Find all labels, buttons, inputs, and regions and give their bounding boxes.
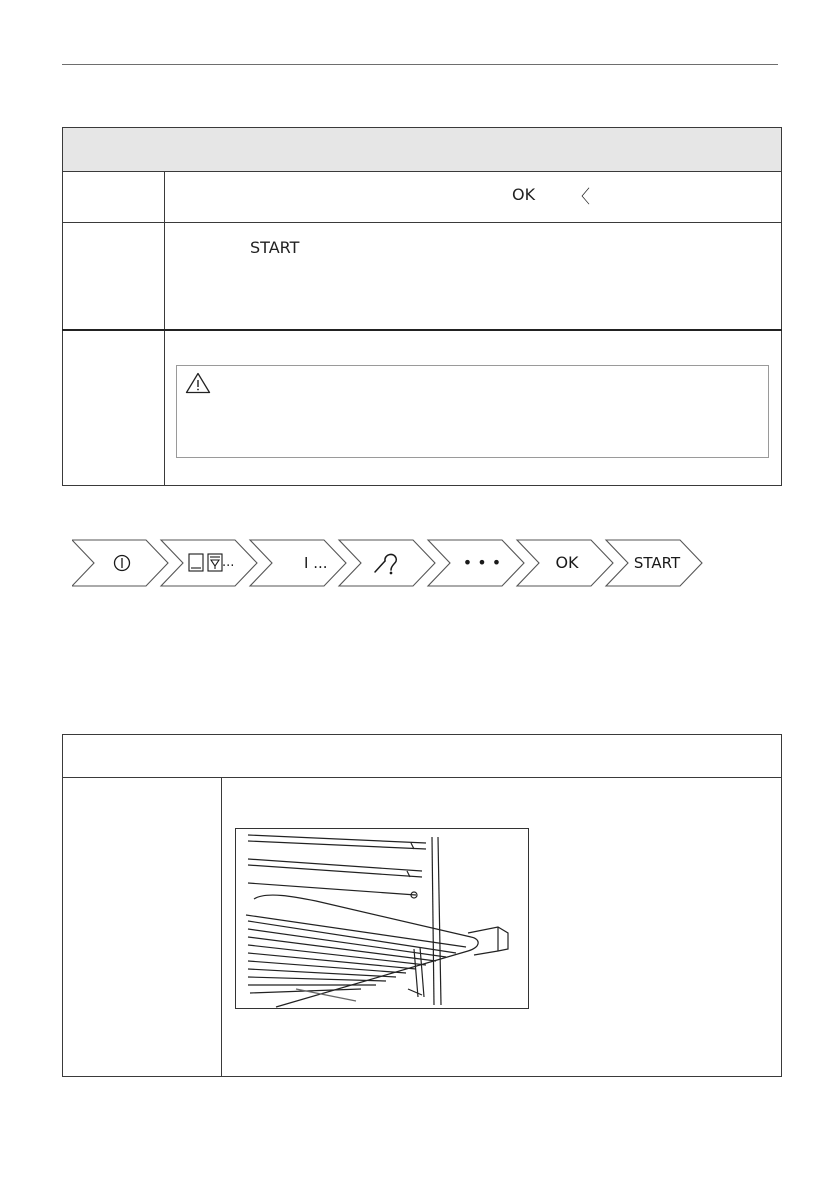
chevron-1 [72, 540, 168, 586]
food-sensor-icon [375, 554, 396, 573]
table1-row-1 [63, 172, 782, 223]
table1-row2-step-cell [63, 223, 165, 331]
warning-box [176, 365, 769, 458]
back-arrow-icon: 〈 [572, 187, 590, 208]
top-rule [62, 64, 778, 65]
table1-row-2 [63, 223, 782, 331]
table1-header-cell [63, 128, 782, 172]
ok-label: OK [555, 553, 579, 572]
warning-triangle-icon [185, 372, 211, 394]
oven-function-icons [189, 554, 222, 571]
three-dots-icon: • • • [462, 553, 502, 572]
table1-row1-step-cell [63, 172, 165, 223]
start-symbol: START [250, 238, 300, 257]
oven-wire-shelf-illustration [235, 828, 529, 1009]
temperature-label: I ... [304, 554, 328, 572]
table1-row1-action-cell [165, 172, 782, 223]
function-ellipsis: ... [222, 555, 235, 570]
table1-header-row [63, 128, 782, 172]
ok-symbol: OK [512, 185, 536, 204]
table1-row3-step-cell [63, 330, 165, 486]
wire-shelf-drawing [236, 829, 529, 1009]
table2-header-row [63, 735, 782, 778]
start-label: START [633, 554, 681, 572]
operation-sequence [72, 539, 712, 587]
table2-header-cell [63, 735, 782, 778]
table2-row1-step-cell [63, 778, 222, 1077]
chevron-row [72, 539, 712, 587]
chevron-4 [339, 540, 435, 586]
power-icon [115, 556, 130, 571]
